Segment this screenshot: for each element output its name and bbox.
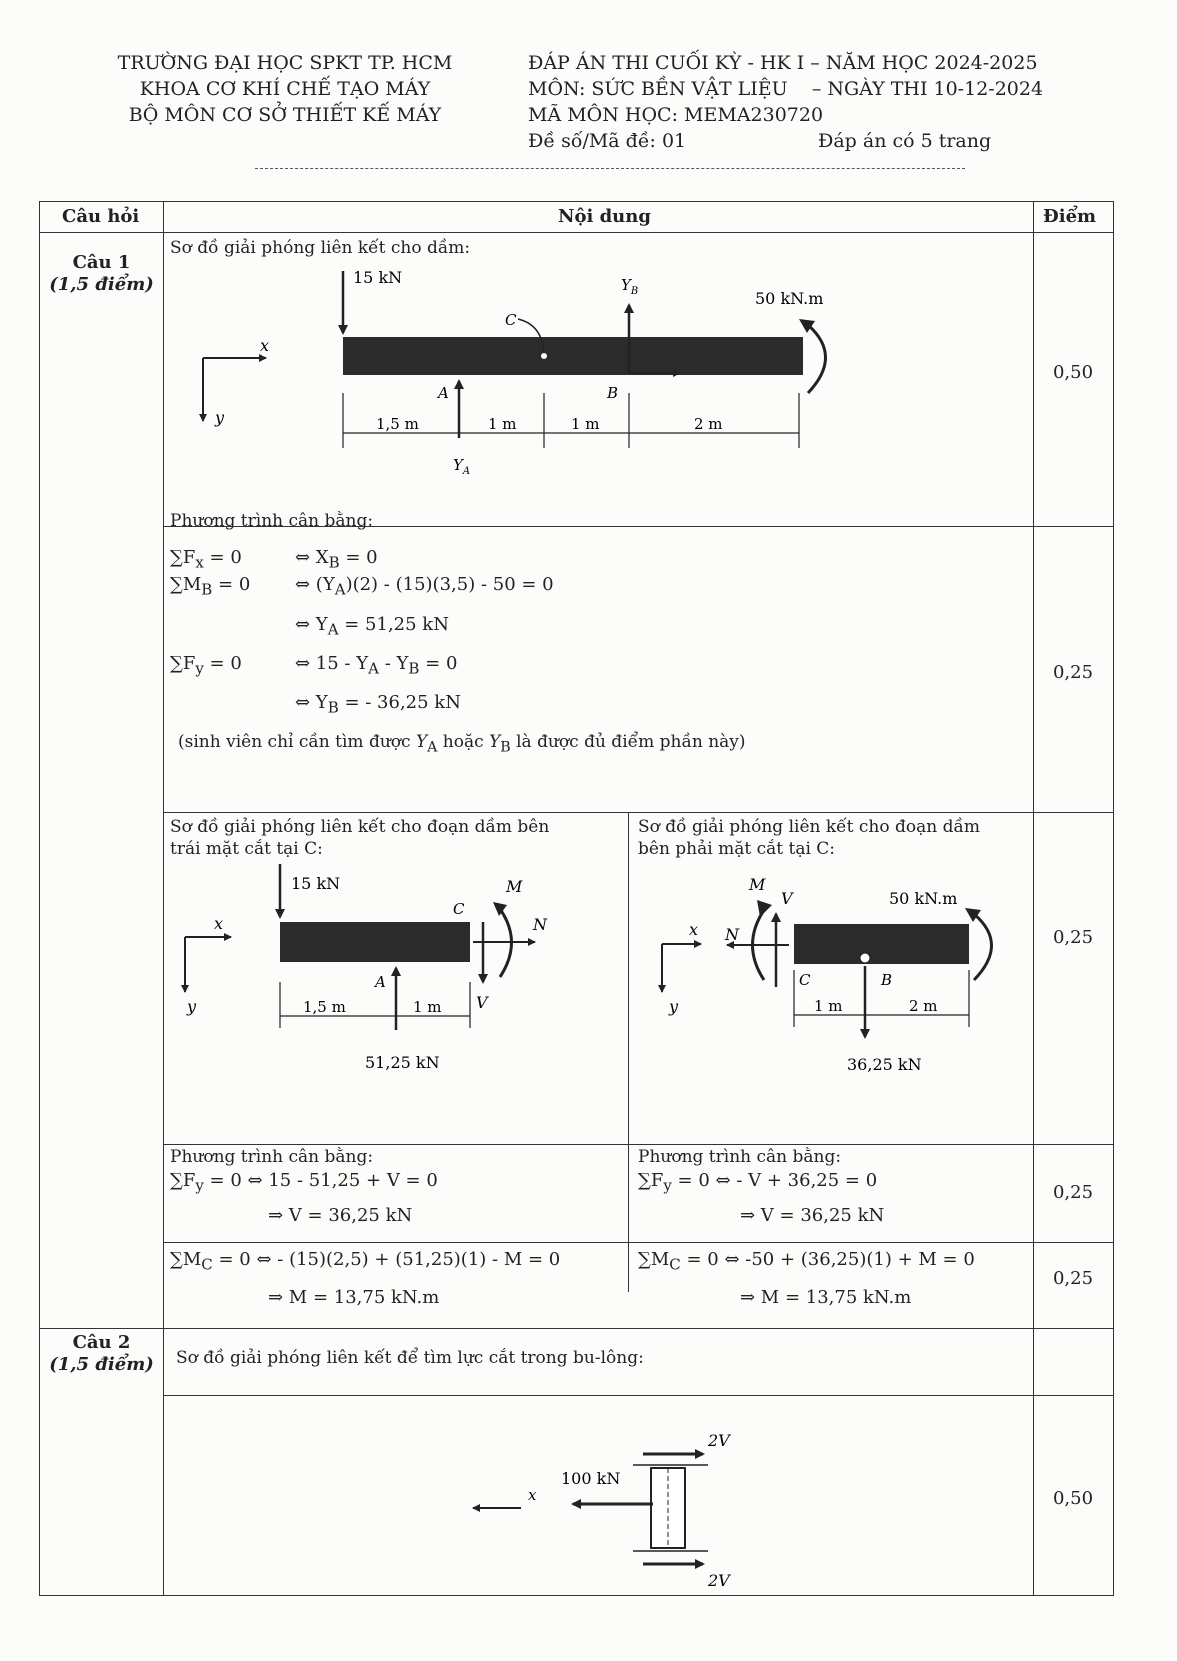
right-c-label: C [799,971,811,989]
eq-ya-result: ⇔ $Y_A = 51,25$ kN [295,614,449,639]
score-q1-part4: 0,25 [1052,1182,1094,1203]
left-m-label: M [506,877,523,896]
exam-subject: MÔN: SỨC BỀN VẬT LIỆU – NGÀY THI 10-12-2024 [528,78,1044,100]
eq-fy-expansion: ⇔ $15 - Y_A - Y_B = 0$ [295,653,458,678]
page-count: Đáp án có 5 trang [818,130,992,152]
q2-bolt-diagram [163,1396,1033,1594]
left-y-label: y [187,997,197,1016]
score-q1-part1: 0,50 [1052,362,1094,383]
reaction-yb-label: $Y_B$ [621,276,639,297]
right-m-label: M [749,875,766,894]
right-y-label: y [669,997,679,1016]
col-header-content: Nội dung [558,206,651,227]
row-line-4 [163,1242,1113,1243]
q2-load-label: 100 kN [561,1469,621,1488]
right-eq-fy: $\sum F_y = 0$ ⇔ - V + 36,25 = 0 [638,1170,878,1195]
left-a-label: A [375,973,386,991]
section-c-label: C [505,311,517,329]
moment-arc [808,325,826,393]
eq-xb: ⇔ $X_B = 0$ [295,547,378,572]
right-m-arrowhead [757,900,772,917]
department-name: BỘ MÔN CƠ SỞ THIẾT KẾ MÁY [128,104,442,126]
support-pin [860,953,870,963]
support-a-label: A [438,384,449,402]
left-dim-2: 1 m [413,998,442,1016]
right-moment-arc [974,914,992,980]
q2-x-label: x [528,1486,537,1504]
school-name: TRƯỜNG ĐẠI HỌC SPKT TP. HCM [117,52,453,74]
left-dim-1: 1,5 m [303,998,346,1016]
right-eq-caption: Phương trình cân bằng: [638,1147,842,1167]
score-q1-part5: 0,25 [1052,1268,1094,1289]
left-load-label: 15 kN [291,874,341,893]
eq-yb-result: ⇔ $Y_B$ = - 36,25 kN [295,692,461,717]
left-beam-segment [280,922,470,962]
dim-label-2: 1 m [488,415,517,433]
right-reaction-label: 36,25 kN [847,1055,922,1074]
exam-title: ĐÁP ÁN THI CUỐI KỲ - HK I – NĂM HỌC 2024-2025 [528,52,1038,74]
load-label: 15 kN [353,268,403,287]
eq-sum-fx: $\sum F_x = 0$ [170,547,242,572]
question-1-points: (1,5 điểm) [49,274,154,295]
right-n-label: N [725,925,739,944]
question-1-title: Câu 1 [72,252,131,273]
exam-code: Đề số/Mã đề: 01 [528,130,687,152]
right-dim-2: 2 m [909,997,938,1015]
row-line-3 [163,1144,1113,1145]
x-axis-label: x [260,336,270,355]
left-n-label: N [533,915,547,934]
row-line-5 [40,1328,1113,1329]
left-eq-fy: $\sum F_y = 0$ ⇔ 15 - 51,25 + V = 0 [170,1170,438,1195]
left-section-caption: Sơ đồ giải phóng liên kết cho đoạn dầm bên trái mặt cắt tại C: [170,817,550,859]
left-c-label: C [453,900,465,918]
exam-header [528,50,1128,154]
score-q1-part3: 0,25 [1052,927,1094,948]
score-q1-part2: 0,25 [1052,662,1094,683]
q2-caption: Sơ đồ giải phóng liên kết để tìm lực cắt trong bu-lông: [176,1348,644,1368]
support-b-label: B [607,384,619,402]
q2-shear-top-label: 2V [708,1431,730,1450]
q2-shear-bottom-label: 2V [708,1571,730,1590]
y-axis-label: y [215,408,225,427]
score-q2-part1: 0,50 [1052,1488,1094,1509]
left-eq-caption: Phương trình cân bằng: [170,1147,374,1167]
reaction-ya-label: $Y_A$ [453,456,471,477]
dim-label-1: 1,5 m [376,415,419,433]
question-2-label [40,1332,163,1376]
school-header [95,50,475,128]
right-moment-label: 50 kN.m [889,889,958,908]
section-c-point [541,353,547,359]
dim-label-3: 1 m [571,415,600,433]
eq-mb-expansion: ⇔ $(Y_A)(2) - (15)(3,5) - 50 = 0$ [295,574,554,599]
right-eq-v-result: ⇒ V = 36,25 kN [740,1205,885,1226]
left-x-label: x [214,914,224,933]
right-beam-segment [794,924,969,964]
faculty-name: KHOA CƠ KHÍ CHẾ TẠO MÁY [139,78,431,100]
left-reaction-label: 51,25 kN [365,1053,440,1072]
q1-note: (sinh viên chỉ cần tìm được $Y_A$ hoặc $Y_B$ là được đủ điểm phần này) [178,732,746,756]
dim-label-4: 2 m [694,415,723,433]
left-m-arrowhead [493,902,507,916]
header-divider [255,168,965,169]
right-section-diagram [629,862,1032,1144]
q1-fbd-caption: Sơ đồ giải phóng liên kết cho dầm: [170,238,471,258]
right-eq-mc: $\sum M_C = 0$ ⇔ -50 + (36,25)(1) + M = 0 [638,1249,975,1274]
right-section-caption: Sơ đồ giải phóng liên kết cho đoạn dầm bên phải mặt cắt tại C: [638,817,980,859]
beam [343,337,803,375]
question-1-label [40,252,163,296]
left-eq-mc: $\sum M_C = 0$ ⇔ - (15)(2,5) + (51,25)(1) - M = 0 [170,1249,561,1274]
q1-beam-diagram [163,233,1033,525]
question-2-points: (1,5 điểm) [49,1354,154,1375]
right-v-label: V [781,889,793,908]
row-line-2 [163,812,1113,813]
right-x-label: x [689,920,699,939]
eq-sum-mb: $\sum M_B = 0$ [170,574,251,599]
moment-label: 50 kN.m [755,289,824,308]
course-code: MÃ MÔN HỌC: MEMA230720 [528,104,824,126]
right-b-label: B [881,971,893,989]
right-dim-1: 1 m [814,997,843,1015]
col-header-question: Câu hỏi [62,206,140,227]
left-v-label: V [476,993,488,1012]
left-eq-m-result: ⇒ M = 13,75 kN.m [268,1287,440,1308]
left-section-diagram [163,862,628,1144]
question-2-title: Câu 2 [72,1332,131,1353]
q1-eq-caption: Phương trình cân bằng: [170,511,374,531]
answer-table [39,201,1114,1596]
left-eq-v-result: ⇒ V = 36,25 kN [268,1205,413,1226]
col-divider-2 [1033,202,1034,1595]
col-header-score: Điểm [1043,206,1097,227]
eq-sum-fy: $\sum F_y = 0$ [170,653,242,678]
right-eq-m-result: ⇒ M = 13,75 kN.m [740,1287,912,1308]
